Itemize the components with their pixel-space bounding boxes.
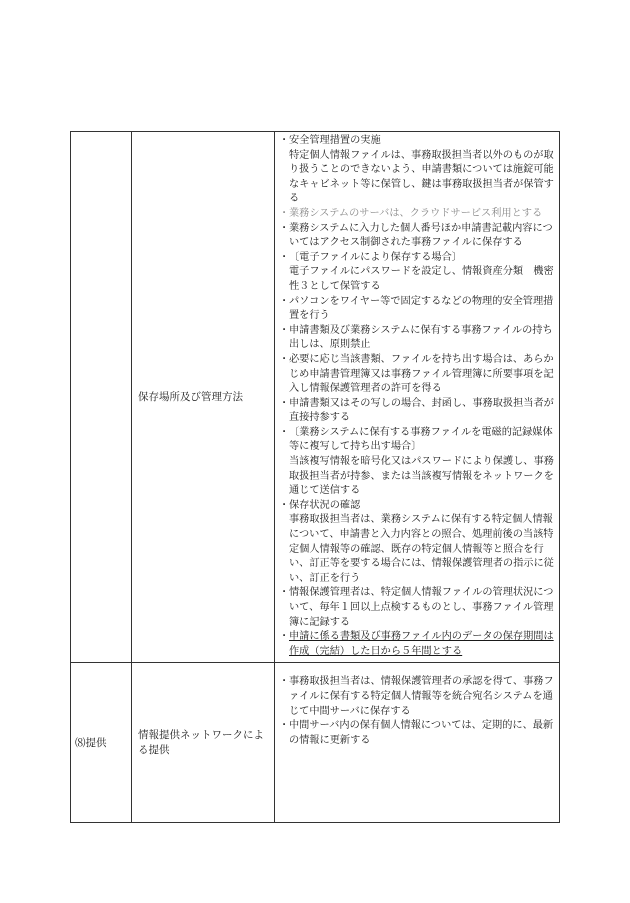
table-row — [71, 132, 560, 663]
list-item — [279, 295, 555, 324]
bullet-mark: ・ — [279, 426, 290, 438]
item-text: 情報保護管理者は、特定個人情報ファイルの管理状況について、毎年１回以上点検するものとし、事務ファイル管理簿に記録する — [289, 587, 554, 628]
list-item — [279, 426, 555, 499]
bullet-mark: ・ — [279, 631, 290, 643]
category-cell — [71, 132, 132, 663]
item-text: 〔業務システムに保有する事務ファイルを電磁的記録媒体等に複写して持ち出す場合〕 — [289, 426, 553, 453]
list-item — [279, 630, 555, 659]
list-item — [279, 134, 555, 207]
bullet-mark: ・ — [279, 222, 290, 234]
bullet-mark: ・ — [279, 251, 290, 263]
bullet-mark: ・ — [279, 324, 290, 336]
bullet-mark: ・ — [279, 587, 290, 599]
label-cell: 情報提供ネットワークによる提供 — [132, 663, 275, 823]
item-text: 保存状況の確認 — [289, 499, 361, 511]
item-text: 業務システムのサーバは、クラウドサービス利用とする — [289, 207, 543, 219]
item-text: 安全管理措置の実施 — [289, 135, 381, 146]
table-row — [71, 663, 560, 823]
item-text: 中間サーバ内の保有個人情報については、定期的に、最新の情報に更新する — [289, 720, 554, 746]
list-item — [279, 251, 555, 295]
list-item — [279, 353, 555, 397]
content-cell — [275, 132, 560, 663]
item-text: 業務システムに入力した個人番号ほか申請書記載内容についてはアクセス制御された事務ファイルに保存する — [289, 222, 553, 249]
item-text: 申請書類又はその写しの場合、封函し、事務取扱担当者が直接持参する — [289, 397, 554, 424]
content-cell — [275, 663, 560, 823]
list-item — [279, 719, 555, 748]
item-text: 〔電子ファイルにより保存する場合〕 — [289, 251, 462, 263]
bullet-mark: ・ — [279, 397, 290, 409]
item-detail: 特定個人情報ファイルは、事務取扱担当者以外のものが取り扱うことのできないよう、申請書類については施錠可能なキャビネット等に保管し、鍵は事務取扱担当者が保管する — [289, 149, 554, 205]
label-cell: 保存場所及び管理方法 — [132, 132, 275, 663]
bullet-mark: ・ — [279, 295, 290, 307]
list-item — [279, 586, 555, 630]
list-item — [279, 397, 555, 426]
bullet-mark: ・ — [279, 499, 290, 511]
list-item — [279, 324, 555, 353]
bullet-mark: ・ — [279, 135, 290, 146]
list-item — [279, 499, 555, 587]
item-text: 申請に係る書類及び事務ファイル内のデータの保存期間は作成（完結）した日から５年間とする — [289, 631, 554, 657]
category-cell: ⑻提供 — [71, 663, 132, 823]
bullet-mark: ・ — [279, 676, 290, 688]
item-detail: 当該複写情報を暗号化又はパスワードにより保護し、事務取扱担当者が持参、または当該複写情報をネットワークを通じて送信する — [289, 456, 554, 497]
management-table — [70, 131, 560, 823]
item-text: 事務取扱担当者は、情報保護管理者の承認を得て、事務ファイルに保有する特定個人情報等を統合宛名システムを通じて中間サーバに保存する — [289, 676, 554, 717]
list-item — [279, 222, 555, 251]
item-detail: 電子ファイルにパスワードを設定し、情報資産分類 機密性３として保管する — [289, 266, 554, 292]
item-detail: 事務取扱担当者は、業務システムに保有する特定個人情報について、申請書と入力内容との照合、処理前後の当該特定個人情報等の確認、既存の特定個人情報等と照合を行い、訂正等を要する場合には、情報保護管理者の指示に従い、訂正を行う — [289, 514, 554, 584]
item-text: 必要に応じ当該書類、ファイルを持ち出す場合は、あらかじめ申請書管理簿又は事務ファイル管理簿に所要事項を記入し情報保護管理者の許可を得る — [289, 353, 554, 395]
bullet-mark: ・ — [279, 720, 290, 732]
bullet-mark: ・ — [279, 207, 290, 219]
list-item — [279, 207, 555, 222]
bullet-mark: ・ — [279, 353, 290, 365]
list-item — [279, 675, 555, 719]
item-text: パソコンをワイヤー等で固定するなどの物理的安全管理措置を行う — [289, 295, 554, 322]
item-text: 申請書類及び業務システムに保有する事務ファイルの持ち出しは、原則禁止 — [289, 324, 553, 351]
